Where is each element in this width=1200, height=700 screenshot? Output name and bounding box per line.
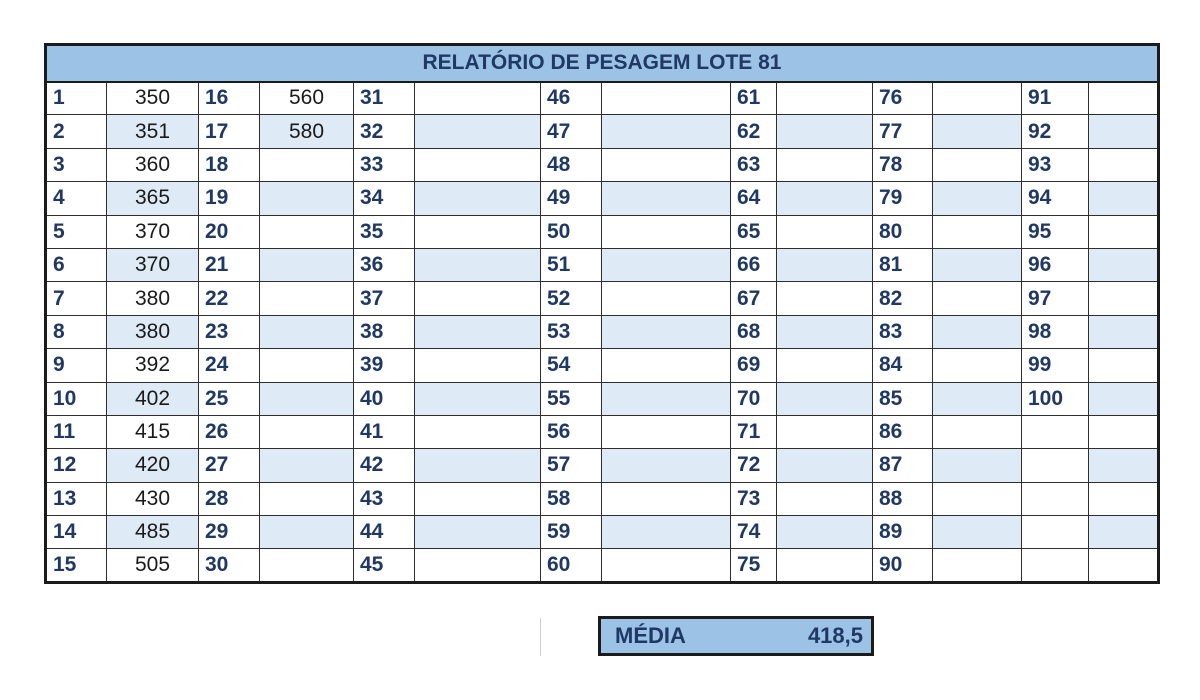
animal-number-cell[interactable]: 81: [873, 248, 933, 281]
animal-number-cell[interactable]: 68: [731, 315, 777, 348]
animal-number-cell[interactable]: 63: [731, 148, 777, 181]
weight-cell[interactable]: [777, 482, 873, 515]
weight-cell[interactable]: [260, 148, 354, 181]
weight-cell[interactable]: 402: [107, 382, 199, 415]
animal-number-cell[interactable]: 20: [199, 215, 260, 248]
weight-cell[interactable]: [1089, 449, 1159, 482]
weight-cell[interactable]: [777, 349, 873, 382]
weight-cell[interactable]: [415, 382, 541, 415]
weight-cell[interactable]: [1089, 315, 1159, 348]
weight-cell[interactable]: [1089, 349, 1159, 382]
weight-cell[interactable]: 365: [107, 182, 199, 215]
weight-cell[interactable]: [602, 415, 731, 448]
animal-number-cell[interactable]: 19: [199, 182, 260, 215]
animal-number-cell[interactable]: 62: [731, 115, 777, 148]
animal-number-cell[interactable]: 95: [1022, 215, 1089, 248]
animal-number-cell[interactable]: 57: [541, 449, 602, 482]
report-title: RELATÓRIO DE PESAGEM LOTE 81: [46, 45, 1159, 82]
table-row: [46, 315, 1159, 348]
weight-cell[interactable]: 351: [107, 115, 199, 148]
animal-number-cell[interactable]: 32: [354, 115, 415, 148]
average-value: 418,5: [807, 623, 863, 648]
weight-cell[interactable]: 380: [107, 282, 199, 315]
animal-number-cell[interactable]: 50: [541, 215, 602, 248]
weight-cell[interactable]: [415, 315, 541, 348]
animal-number-cell[interactable]: 26: [199, 415, 260, 448]
weight-cell[interactable]: [933, 148, 1022, 181]
animal-number-cell[interactable]: 7: [46, 282, 107, 315]
animal-number-cell[interactable]: 9: [46, 349, 107, 382]
animal-number-cell[interactable]: 30: [199, 549, 260, 582]
table-row: [46, 115, 1159, 148]
animal-number-cell[interactable]: 60: [541, 549, 602, 582]
weight-cell[interactable]: [933, 516, 1022, 549]
animal-number-cell[interactable]: 10: [46, 382, 107, 415]
weight-cell[interactable]: [260, 182, 354, 215]
animal-number-cell[interactable]: 13: [46, 482, 107, 515]
animal-number-cell[interactable]: 40: [354, 382, 415, 415]
weight-cell[interactable]: [1089, 482, 1159, 515]
animal-number-cell[interactable]: 89: [873, 516, 933, 549]
weight-cell[interactable]: [933, 415, 1022, 448]
animal-number-cell[interactable]: 15: [46, 549, 107, 582]
weight-cell[interactable]: [933, 449, 1022, 482]
animal-number-cell[interactable]: 42: [354, 449, 415, 482]
table-row: [46, 549, 1159, 582]
animal-number-cell[interactable]: 92: [1022, 115, 1089, 148]
weight-cell[interactable]: [260, 415, 354, 448]
animal-number-cell[interactable]: 46: [541, 82, 602, 115]
weight-cell[interactable]: [777, 182, 873, 215]
weight-cell[interactable]: [602, 215, 731, 248]
weight-cell[interactable]: [1089, 215, 1159, 248]
table-row: [46, 382, 1159, 415]
animal-number-cell[interactable]: 2: [46, 115, 107, 148]
animal-number-cell[interactable]: 66: [731, 248, 777, 281]
animal-number-cell[interactable]: 53: [541, 315, 602, 348]
weight-cell[interactable]: [602, 449, 731, 482]
animal-number-cell[interactable]: 80: [873, 215, 933, 248]
animal-number-cell[interactable]: 91: [1022, 82, 1089, 115]
animal-number-cell[interactable]: 54: [541, 349, 602, 382]
weight-cell[interactable]: [1089, 282, 1159, 315]
weight-cell[interactable]: [260, 549, 354, 582]
weight-cell[interactable]: [1089, 82, 1159, 115]
animal-number-cell[interactable]: 18: [199, 148, 260, 181]
animal-number-cell[interactable]: 17: [199, 115, 260, 148]
weight-cell[interactable]: [933, 315, 1022, 348]
weight-cell[interactable]: [602, 549, 731, 582]
animal-number-cell[interactable]: 58: [541, 482, 602, 515]
animal-number-cell[interactable]: 77: [873, 115, 933, 148]
animal-number-cell[interactable]: 72: [731, 449, 777, 482]
weight-cell[interactable]: [415, 482, 541, 515]
weight-cell[interactable]: [602, 349, 731, 382]
animal-number-cell[interactable]: 8: [46, 315, 107, 348]
animal-number-cell[interactable]: 36: [354, 248, 415, 281]
animal-number-cell[interactable]: 56: [541, 415, 602, 448]
weight-cell[interactable]: [777, 315, 873, 348]
weight-cell[interactable]: [1089, 549, 1159, 582]
weight-cell[interactable]: [602, 82, 731, 115]
weight-cell[interactable]: 420: [107, 449, 199, 482]
animal-number-cell[interactable]: 34: [354, 182, 415, 215]
animal-number-cell[interactable]: 31: [354, 82, 415, 115]
weight-cell[interactable]: [1089, 182, 1159, 215]
animal-number-cell[interactable]: 39: [354, 349, 415, 382]
weight-cell[interactable]: [777, 215, 873, 248]
weight-cell[interactable]: 360: [107, 148, 199, 181]
weight-cell[interactable]: [415, 449, 541, 482]
average-summary: [598, 616, 874, 656]
animal-number-cell[interactable]: 73: [731, 482, 777, 515]
weight-cell[interactable]: [1089, 382, 1159, 415]
weight-cell[interactable]: [602, 482, 731, 515]
animal-number-cell[interactable]: [1022, 449, 1089, 482]
weight-cell[interactable]: [933, 182, 1022, 215]
animal-number-cell[interactable]: 86: [873, 415, 933, 448]
animal-number-cell[interactable]: 5: [46, 215, 107, 248]
animal-number-cell[interactable]: 44: [354, 516, 415, 549]
table-row: [46, 449, 1159, 482]
weight-cell[interactable]: [602, 315, 731, 348]
weight-cell[interactable]: 392: [107, 349, 199, 382]
animal-number-cell[interactable]: 79: [873, 182, 933, 215]
animal-number-cell[interactable]: [1022, 549, 1089, 582]
animal-number-cell[interactable]: 22: [199, 282, 260, 315]
animal-number-cell[interactable]: 96: [1022, 248, 1089, 281]
animal-number-cell[interactable]: 6: [46, 248, 107, 281]
weight-cell[interactable]: [415, 349, 541, 382]
weight-cell[interactable]: [415, 148, 541, 181]
weight-cell[interactable]: [777, 248, 873, 281]
weight-cell[interactable]: [933, 349, 1022, 382]
animal-number-cell[interactable]: [1022, 482, 1089, 515]
animal-number-cell[interactable]: 90: [873, 549, 933, 582]
animal-number-cell[interactable]: 14: [46, 516, 107, 549]
weight-cell[interactable]: [933, 282, 1022, 315]
weight-cell[interactable]: [777, 516, 873, 549]
animal-number-cell[interactable]: 74: [731, 516, 777, 549]
animal-number-cell[interactable]: 3: [46, 148, 107, 181]
animal-number-cell[interactable]: 51: [541, 248, 602, 281]
table-row: [46, 248, 1159, 281]
weight-cell[interactable]: [260, 449, 354, 482]
animal-number-cell[interactable]: 94: [1022, 182, 1089, 215]
weight-cell[interactable]: [415, 248, 541, 281]
weight-cell[interactable]: [1089, 115, 1159, 148]
weight-cell[interactable]: 370: [107, 215, 199, 248]
animal-number-cell[interactable]: 65: [731, 215, 777, 248]
animal-number-cell[interactable]: 47: [541, 115, 602, 148]
weight-cell[interactable]: [260, 482, 354, 515]
weight-cell[interactable]: [1089, 148, 1159, 181]
weight-cell[interactable]: [415, 182, 541, 215]
weight-cell[interactable]: 430: [107, 482, 199, 515]
weight-cell[interactable]: [777, 282, 873, 315]
weight-cell[interactable]: [933, 482, 1022, 515]
animal-number-cell[interactable]: 43: [354, 482, 415, 515]
animal-number-cell[interactable]: 37: [354, 282, 415, 315]
animal-number-cell[interactable]: 71: [731, 415, 777, 448]
animal-number-cell[interactable]: 98: [1022, 315, 1089, 348]
weight-cell[interactable]: [260, 382, 354, 415]
animal-number-cell[interactable]: 59: [541, 516, 602, 549]
weight-cell[interactable]: [1089, 415, 1159, 448]
weighing-report-sheet: [44, 43, 1160, 584]
weight-cell[interactable]: 350: [107, 82, 199, 115]
weight-cell[interactable]: 505: [107, 549, 199, 582]
weight-cell[interactable]: [260, 349, 354, 382]
weight-cell[interactable]: [602, 282, 731, 315]
animal-number-cell[interactable]: 35: [354, 215, 415, 248]
weight-cell[interactable]: [933, 215, 1022, 248]
weight-cell[interactable]: [933, 248, 1022, 281]
table-row: [46, 182, 1159, 215]
animal-number-cell[interactable]: [1022, 415, 1089, 448]
animal-number-cell[interactable]: 23: [199, 315, 260, 348]
average-label: MÉDIA: [615, 623, 686, 648]
weight-cell[interactable]: [602, 148, 731, 181]
table-row: [46, 148, 1159, 181]
weight-cell[interactable]: 415: [107, 415, 199, 448]
weight-cell[interactable]: [415, 516, 541, 549]
animal-number-cell[interactable]: 85: [873, 382, 933, 415]
animal-number-cell[interactable]: 49: [541, 182, 602, 215]
table-row: [46, 482, 1159, 515]
animal-number-cell[interactable]: 97: [1022, 282, 1089, 315]
animal-number-cell[interactable]: 84: [873, 349, 933, 382]
weight-cell[interactable]: [777, 82, 873, 115]
weight-cell[interactable]: [777, 415, 873, 448]
weighing-table: [44, 43, 1160, 584]
animal-number-cell[interactable]: 12: [46, 449, 107, 482]
cell-gridline: [540, 618, 541, 656]
weight-cell[interactable]: 580: [260, 115, 354, 148]
animal-number-cell[interactable]: 28: [199, 482, 260, 515]
animal-number-cell[interactable]: 75: [731, 549, 777, 582]
animal-number-cell[interactable]: 64: [731, 182, 777, 215]
weight-cell[interactable]: [777, 382, 873, 415]
animal-number-cell[interactable]: 25: [199, 382, 260, 415]
weight-cell[interactable]: [933, 115, 1022, 148]
animal-number-cell[interactable]: 21: [199, 248, 260, 281]
weight-cell[interactable]: 560: [260, 82, 354, 115]
animal-number-cell[interactable]: 16: [199, 82, 260, 115]
animal-number-cell[interactable]: 67: [731, 282, 777, 315]
animal-number-cell[interactable]: 99: [1022, 349, 1089, 382]
table-row: [46, 282, 1159, 315]
animal-number-cell[interactable]: 70: [731, 382, 777, 415]
table-row: [46, 82, 1159, 115]
animal-number-cell[interactable]: 88: [873, 482, 933, 515]
animal-number-cell[interactable]: 93: [1022, 148, 1089, 181]
weight-cell[interactable]: [415, 549, 541, 582]
animal-number-cell[interactable]: 48: [541, 148, 602, 181]
weight-cell[interactable]: [933, 382, 1022, 415]
animal-number-cell[interactable]: 4: [46, 182, 107, 215]
animal-number-cell[interactable]: 61: [731, 82, 777, 115]
weight-cell[interactable]: [415, 82, 541, 115]
weight-cell[interactable]: [1089, 516, 1159, 549]
animal-number-cell[interactable]: 33: [354, 148, 415, 181]
weight-cell[interactable]: [1089, 248, 1159, 281]
weight-cell[interactable]: [777, 449, 873, 482]
animal-number-cell[interactable]: 69: [731, 349, 777, 382]
weight-cell[interactable]: [933, 82, 1022, 115]
weight-cell[interactable]: [415, 415, 541, 448]
weight-cell[interactable]: [415, 115, 541, 148]
weight-cell[interactable]: [933, 549, 1022, 582]
animal-number-cell[interactable]: 29: [199, 516, 260, 549]
weight-cell[interactable]: [415, 215, 541, 248]
animal-number-cell[interactable]: 55: [541, 382, 602, 415]
weight-cell[interactable]: [260, 516, 354, 549]
animal-number-cell[interactable]: 83: [873, 315, 933, 348]
animal-number-cell[interactable]: 100: [1022, 382, 1089, 415]
weight-cell[interactable]: [415, 282, 541, 315]
animal-number-cell[interactable]: 1: [46, 82, 107, 115]
weight-cell[interactable]: 485: [107, 516, 199, 549]
animal-number-cell[interactable]: 82: [873, 282, 933, 315]
weight-cell[interactable]: [260, 215, 354, 248]
animal-number-cell[interactable]: 87: [873, 449, 933, 482]
animal-number-cell[interactable]: 76: [873, 82, 933, 115]
animal-number-cell[interactable]: 41: [354, 415, 415, 448]
animal-number-cell[interactable]: 27: [199, 449, 260, 482]
animal-number-cell[interactable]: 78: [873, 148, 933, 181]
weight-cell[interactable]: [602, 182, 731, 215]
weight-cell[interactable]: [777, 549, 873, 582]
animal-number-cell[interactable]: 38: [354, 315, 415, 348]
table-row: [46, 215, 1159, 248]
weight-cell[interactable]: [602, 115, 731, 148]
table-row: [46, 349, 1159, 382]
weight-cell[interactable]: [602, 516, 731, 549]
animal-number-cell[interactable]: 11: [46, 415, 107, 448]
weight-cell[interactable]: [602, 382, 731, 415]
animal-number-cell[interactable]: 45: [354, 549, 415, 582]
animal-number-cell[interactable]: [1022, 516, 1089, 549]
weight-cell[interactable]: [602, 248, 731, 281]
weight-cell[interactable]: 370: [107, 248, 199, 281]
weight-cell[interactable]: [260, 315, 354, 348]
table-row: [46, 415, 1159, 448]
animal-number-cell[interactable]: 24: [199, 349, 260, 382]
weight-cell[interactable]: 380: [107, 315, 199, 348]
weight-cell[interactable]: [260, 282, 354, 315]
table-row: [46, 516, 1159, 549]
weight-cell[interactable]: [777, 148, 873, 181]
weight-cell[interactable]: [777, 115, 873, 148]
animal-number-cell[interactable]: 52: [541, 282, 602, 315]
weight-cell[interactable]: [260, 248, 354, 281]
